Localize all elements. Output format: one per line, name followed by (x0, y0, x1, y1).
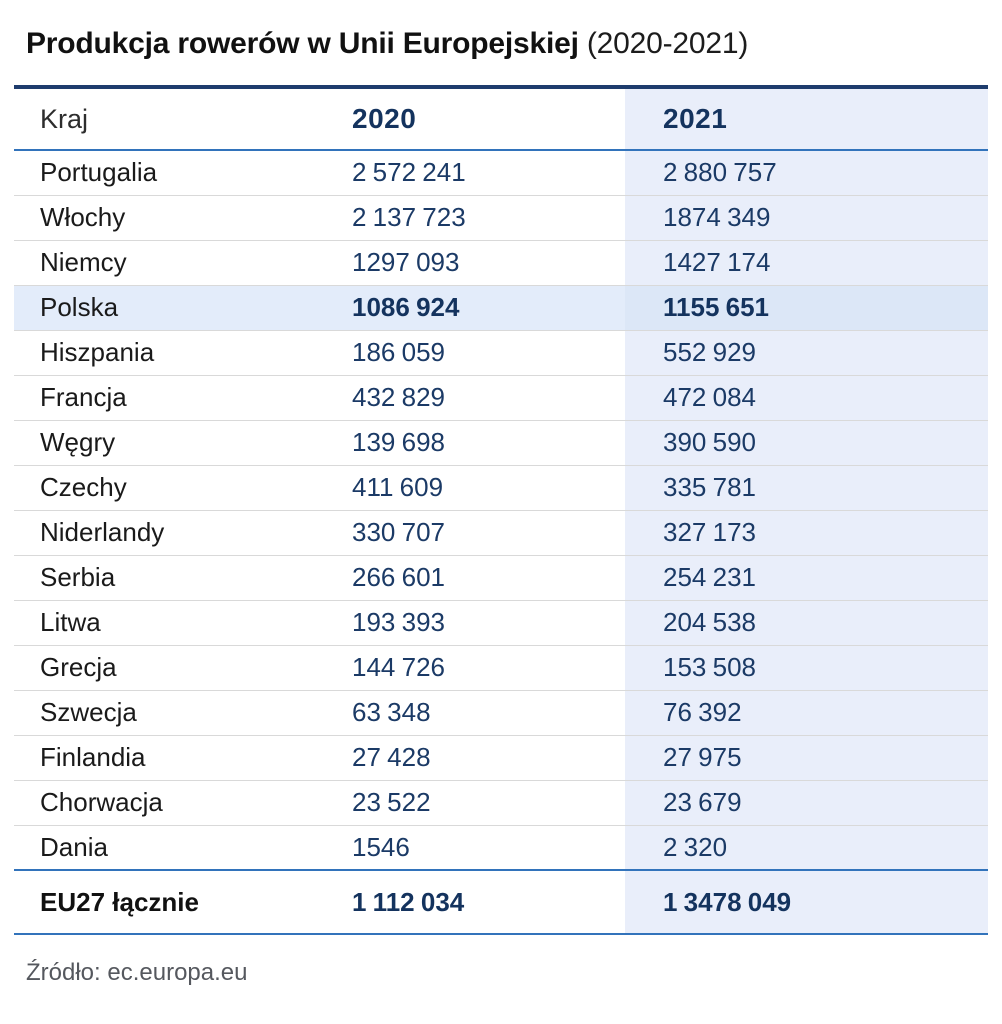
table-row (14, 510, 988, 555)
country-name: Francja (14, 375, 352, 420)
value-2021: 76 392 (625, 690, 988, 735)
value-2021: 153 508 (625, 645, 988, 690)
country-name: Węgry (14, 420, 352, 465)
page-title (26, 26, 988, 62)
value-2021: 390 590 (625, 420, 988, 465)
table-row (14, 420, 988, 465)
value-2020: 23 522 (352, 780, 625, 825)
table-body (14, 150, 988, 870)
bicycle-production-table (14, 89, 988, 935)
source-note: Źródło: ec.europa.eu (26, 959, 248, 986)
value-2021: 204 538 (625, 600, 988, 645)
value-2021: 1427 174 (625, 240, 988, 285)
country-name: Chorwacja (14, 780, 352, 825)
table-row (14, 690, 988, 735)
value-2021: 327 173 (625, 510, 988, 555)
header-row (14, 89, 988, 150)
value-2021: 23 679 (625, 780, 988, 825)
value-2020: 2 572 241 (352, 150, 625, 195)
country-name: Litwa (14, 600, 352, 645)
value-2020: 193 393 (352, 600, 625, 645)
table-footer (14, 870, 988, 934)
column-header-kraj: Kraj (14, 89, 352, 150)
country-name: Czechy (14, 465, 352, 510)
value-2020: 411 609 (352, 465, 625, 510)
value-2020: 2 137 723 (352, 195, 625, 240)
column-header-2021: 2021 (625, 89, 988, 150)
country-name: Polska (14, 285, 352, 330)
country-name: Szwecja (14, 690, 352, 735)
table-row (14, 780, 988, 825)
table-row (14, 735, 988, 780)
total-value-2021: 1 3478 049 (625, 870, 988, 934)
value-2020: 432 829 (352, 375, 625, 420)
value-2020: 1086 924 (352, 285, 625, 330)
value-2021: 1874 349 (625, 195, 988, 240)
table-row (14, 600, 988, 645)
table-row (14, 240, 988, 285)
value-2020: 63 348 (352, 690, 625, 735)
table-row (14, 150, 988, 195)
country-name: Grecja (14, 645, 352, 690)
table-row (14, 465, 988, 510)
table-row (14, 195, 988, 240)
value-2020: 27 428 (352, 735, 625, 780)
total-row (14, 870, 988, 934)
country-name: Niderlandy (14, 510, 352, 555)
value-2020: 1546 (352, 831, 410, 862)
value-2021: 335 781 (625, 465, 988, 510)
table-row (14, 555, 988, 600)
page-title-period: (2020-2021) (586, 27, 749, 60)
country-name: Finlandia (14, 735, 352, 780)
country-name: Dania (40, 831, 108, 862)
page-title-main: Produkcja rowerów w Unii Europejskiej (26, 27, 579, 60)
table-row (14, 645, 988, 690)
value-2020: 186 059 (352, 330, 625, 375)
column-header-2020: 2020 (352, 89, 625, 150)
country-name: Portugalia (14, 150, 352, 195)
table-header (14, 89, 988, 150)
table-row (14, 375, 988, 420)
total-label: EU27 łącznie (14, 870, 352, 934)
value-2021: 2 880 757 (625, 150, 988, 195)
value-2020: 1297 093 (352, 240, 625, 285)
value-2020: 139 698 (352, 420, 625, 465)
value-2020: 266 601 (352, 555, 625, 600)
value-2021: 254 231 (625, 555, 988, 600)
value-2021: 1155 651 (625, 285, 988, 330)
total-value-2020: 1 112 034 (352, 870, 625, 934)
value-2021: 552 929 (625, 330, 988, 375)
value-2021: 472 084 (625, 375, 988, 420)
country-name: Serbia (14, 555, 352, 600)
value-2021: 2 320 (625, 825, 988, 870)
table-row (14, 330, 988, 375)
value-2020: 144 726 (352, 645, 625, 690)
value-2021: 27 975 (625, 735, 988, 780)
country-name: Hiszpania (14, 330, 352, 375)
table-row (14, 285, 988, 330)
country-name: Włochy (14, 195, 352, 240)
country-name: Niemcy (14, 240, 352, 285)
value-2020: 330 707 (352, 510, 625, 555)
table-row (14, 825, 988, 870)
